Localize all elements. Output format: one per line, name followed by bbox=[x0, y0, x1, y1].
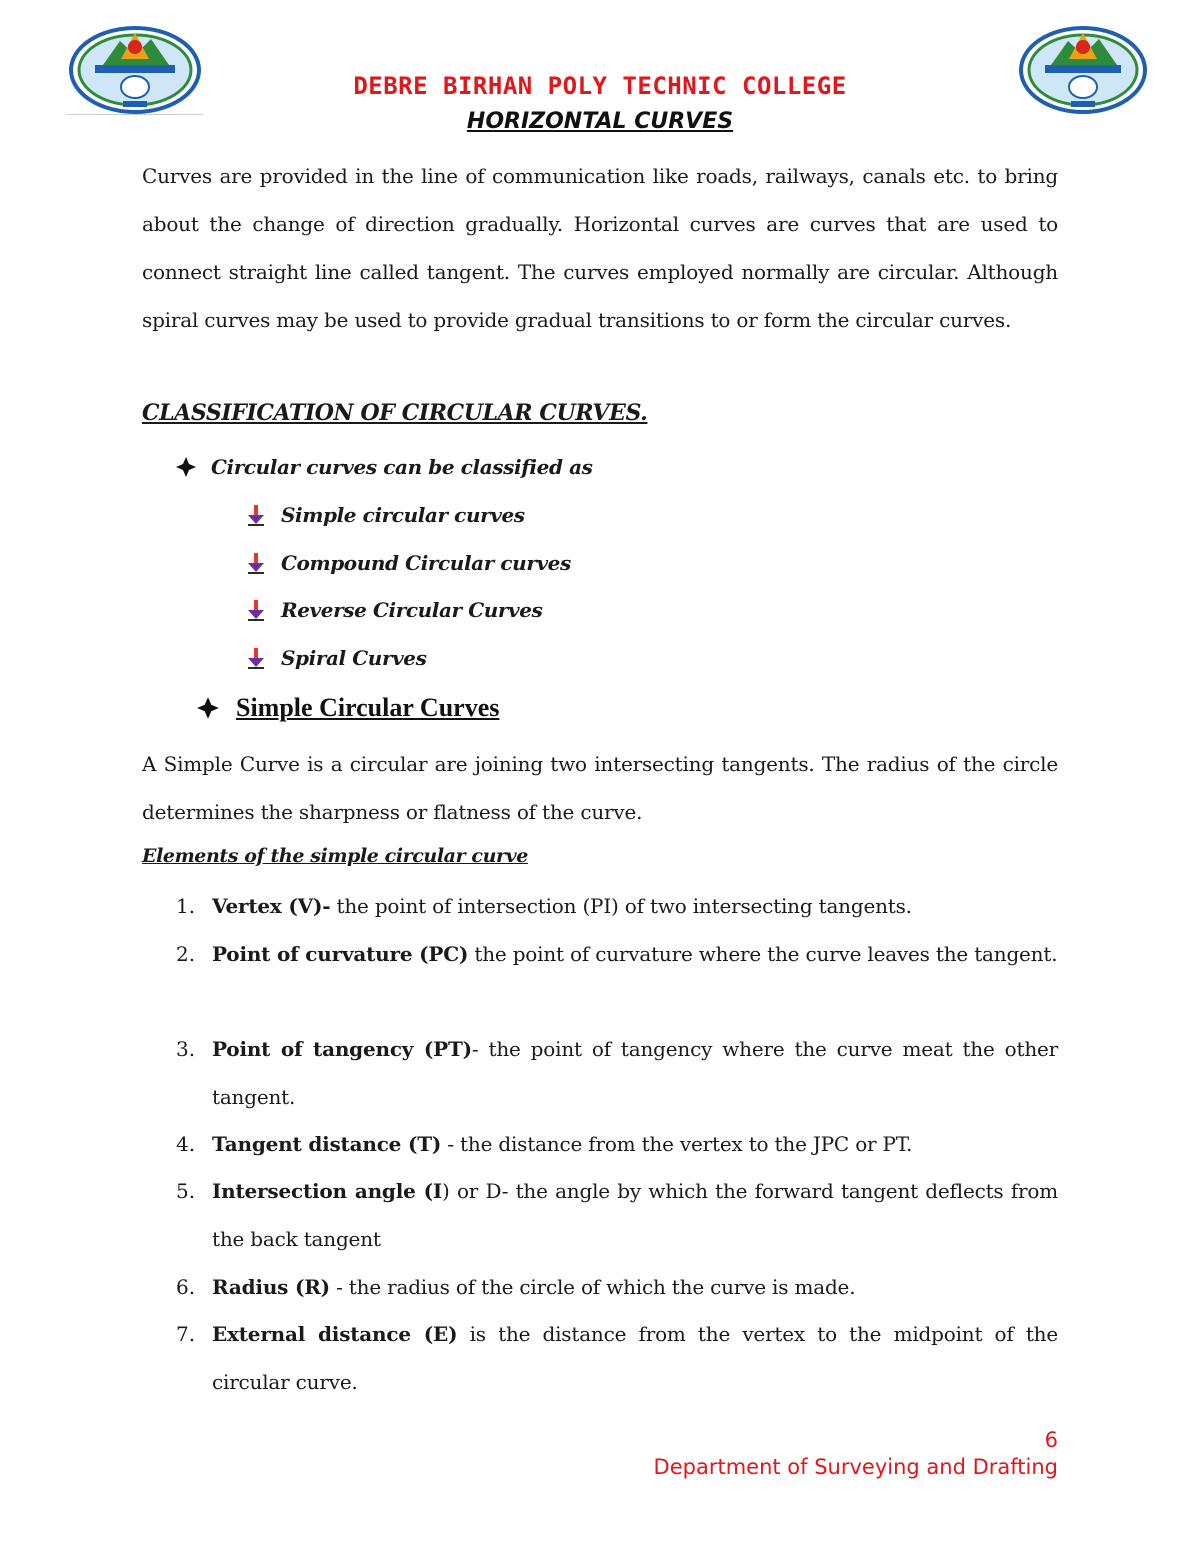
classification-lead bbox=[175, 455, 593, 479]
list-number: 5. bbox=[176, 1179, 196, 1203]
list-desc: - the radius of the circle of which the curve is made. bbox=[329, 1275, 856, 1299]
list-desc: - the distance from the vertex to the JPC or PT. bbox=[441, 1132, 913, 1156]
college-logo-left bbox=[65, 25, 205, 115]
classification-item bbox=[245, 646, 426, 670]
classification-item-text: Spiral Curves bbox=[281, 646, 427, 670]
arrow-down-bullet-icon bbox=[245, 504, 267, 526]
list-number: 1. bbox=[176, 894, 196, 918]
list-number: 2. bbox=[176, 942, 196, 966]
list-term: Point of tangency (PT) bbox=[212, 1037, 472, 1061]
list-text bbox=[212, 1167, 1058, 1263]
page-number: 6 bbox=[1044, 1428, 1058, 1452]
classification-item-text: Compound Circular curves bbox=[281, 551, 571, 575]
simple-curves-heading-text: Simple Circular Curves bbox=[236, 693, 500, 722]
list-term: Point of curvature (PC) bbox=[212, 942, 469, 966]
list-desc: - the point of tangency where the curve meat the other tangent. bbox=[212, 1037, 1058, 1109]
college-name: DEBRE BIRHAN POLY TECHNIC COLLEGE bbox=[353, 72, 847, 100]
arrow-down-bullet-icon bbox=[245, 647, 267, 669]
elements-heading: Elements of the simple circular curve bbox=[142, 845, 528, 867]
list-text bbox=[212, 1120, 1058, 1168]
list-desc: is the distance from the vertex to the midpoint of the circular curve. bbox=[212, 1322, 1058, 1394]
list-number: 4. bbox=[176, 1132, 196, 1156]
intro-paragraph: Curves are provided in the line of communication like roads, railways, canals etc. to bring about the change of direction gradually. Horizontal curves are curves that are used to connect straight line called tangent. The curves employed normally are circular. Although spiral curves may be used to provide gradual transitions to or form the circular curves. bbox=[142, 164, 1058, 332]
list-text bbox=[212, 882, 1058, 930]
list-text bbox=[212, 1263, 1058, 1311]
department-footer: Department of Surveying and Drafting bbox=[653, 1455, 1058, 1479]
diamond-bullet-icon bbox=[196, 696, 220, 720]
list-number: 3. bbox=[176, 1037, 196, 1061]
list-term: Tangent distance (T) bbox=[212, 1132, 442, 1156]
classification-item bbox=[245, 551, 571, 575]
page-title: HORIZONTAL CURVES bbox=[466, 109, 734, 134]
arrow-down-bullet-icon bbox=[245, 599, 267, 621]
list-term: Radius (R) bbox=[212, 1275, 330, 1299]
classification-heading: CLASSIFICATION OF CIRCULAR CURVES. bbox=[142, 400, 648, 426]
list-desc: the point of intersection (PI) of two intersecting tangents. bbox=[330, 894, 912, 918]
college-logo-right bbox=[1013, 25, 1153, 115]
classification-item-text: Simple circular curves bbox=[281, 503, 525, 527]
list-text bbox=[212, 1025, 1058, 1121]
simple-curve-paragraph: A Simple Curve is a circular are joining two intersecting tangents. The radius of the circle determines the sharpness or flatness of the curve. bbox=[142, 752, 1058, 824]
list-term: Vertex (V)- bbox=[212, 894, 331, 918]
arrow-down-bullet-icon bbox=[245, 552, 267, 574]
list-text bbox=[212, 930, 1058, 978]
list-number: 7. bbox=[176, 1322, 196, 1346]
list-number: 6. bbox=[176, 1275, 196, 1299]
diamond-bullet-icon bbox=[175, 456, 197, 478]
list-desc: the point of curvature where the curve leaves the tangent. bbox=[468, 942, 1058, 966]
classification-item-text: Reverse Circular Curves bbox=[281, 598, 543, 622]
classification-lead-text: Circular curves can be classified as bbox=[211, 455, 593, 479]
classification-item bbox=[245, 598, 542, 622]
list-desc: ) or D- the angle by which the forward tangent deflects from the back tangent bbox=[212, 1179, 1058, 1251]
list-term: Intersection angle (I bbox=[212, 1179, 442, 1203]
list-text bbox=[212, 1310, 1058, 1406]
simple-curves-heading bbox=[196, 693, 499, 723]
classification-item bbox=[245, 503, 525, 527]
list-term: External distance (E) bbox=[212, 1322, 458, 1346]
